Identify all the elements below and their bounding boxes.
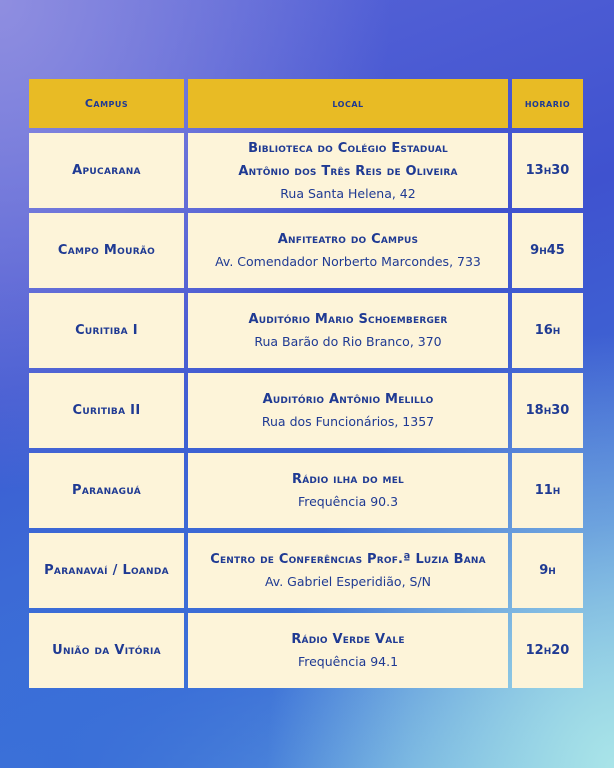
schedule-table bbox=[29, 79, 584, 688]
local-address: Rua Barão do Rio Branco, 370 bbox=[254, 334, 442, 349]
time-value: 13h30 bbox=[525, 163, 570, 178]
time-value: 16h bbox=[534, 323, 561, 338]
table-row-local bbox=[188, 133, 508, 208]
table-row-campus bbox=[29, 453, 184, 528]
local-name: Anfiteatro do Campus bbox=[277, 232, 419, 247]
campus-name: Curitiba I bbox=[75, 323, 138, 338]
local-address: Rua Santa Helena, 42 bbox=[280, 185, 416, 201]
table-row-local bbox=[188, 373, 508, 448]
table-row-time bbox=[512, 213, 583, 288]
table-row-time bbox=[512, 533, 583, 608]
table-row-time bbox=[512, 133, 583, 208]
local-address: Av. Comendador Norberto Marcondes, 733 bbox=[215, 254, 481, 269]
header-campus: Campus bbox=[29, 79, 184, 128]
table-row-local bbox=[188, 453, 508, 528]
campus-name: Paranaguá bbox=[72, 483, 141, 498]
table-row-campus bbox=[29, 373, 184, 448]
time-value: 9h45 bbox=[530, 243, 565, 258]
local-name: Antônio dos Três Reis de Oliveira bbox=[238, 163, 458, 179]
time-value: 12h20 bbox=[525, 643, 570, 658]
time-value: 18h30 bbox=[525, 403, 570, 418]
table-row-time bbox=[512, 373, 583, 448]
table-row-campus bbox=[29, 533, 184, 608]
local-name: Biblioteca do Colégio Estadual bbox=[248, 140, 448, 156]
table-row-campus bbox=[29, 213, 184, 288]
local-address: Rua dos Funcionários, 1357 bbox=[261, 414, 435, 429]
local-name: Auditório Antônio Melillo bbox=[262, 392, 434, 407]
local-address: Frequência 94.1 bbox=[297, 654, 399, 669]
local-name: Rádio ilha do mel bbox=[292, 472, 404, 487]
table-row-local bbox=[188, 613, 508, 688]
campus-name: Paranavaí / Loanda bbox=[44, 563, 169, 578]
table-row-campus bbox=[29, 293, 184, 368]
campus-name: Campo Mourão bbox=[57, 243, 156, 258]
time-value: 11h bbox=[534, 483, 561, 498]
campus-name: União da Vitória bbox=[52, 643, 161, 658]
local-address: Frequência 90.3 bbox=[297, 494, 399, 509]
campus-name: Curitiba II bbox=[72, 403, 141, 418]
campus-name: Apucarana bbox=[72, 163, 141, 178]
table-row-campus bbox=[29, 133, 184, 208]
table-row-time bbox=[512, 293, 583, 368]
table-row-campus bbox=[29, 613, 184, 688]
header-local: local bbox=[188, 79, 508, 128]
table-row-local bbox=[188, 293, 508, 368]
table-row-local bbox=[188, 213, 508, 288]
local-name: Auditório Mario Schoemberger bbox=[248, 312, 448, 327]
time-value: 9h bbox=[539, 563, 556, 578]
table-row-time bbox=[512, 613, 583, 688]
local-address: Av. Gabriel Esperidião, S/N bbox=[264, 574, 432, 589]
table-row-local bbox=[188, 533, 508, 608]
table-row-time bbox=[512, 453, 583, 528]
local-name: Rádio Verde Vale bbox=[291, 632, 405, 647]
local-name: Centro de Conferências Prof.ª Luzia Bana bbox=[210, 552, 486, 567]
header-horario: horario bbox=[512, 79, 583, 128]
